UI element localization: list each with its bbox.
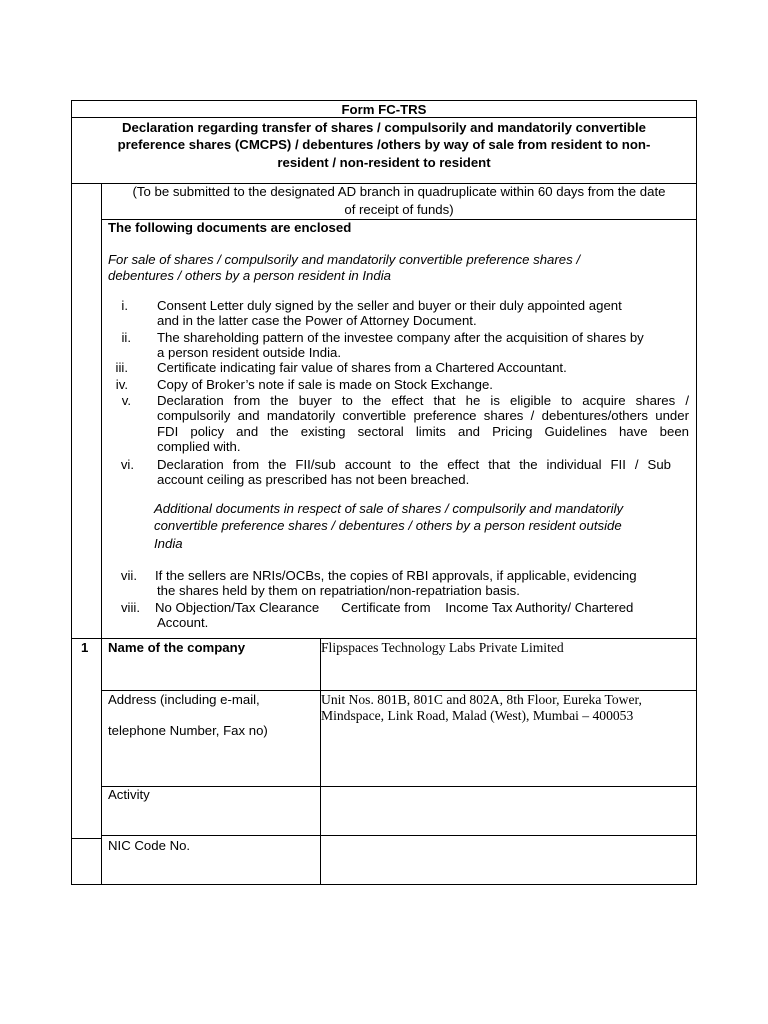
item-line: Declaration from the FII/sub account to the effect that the individual FII / Sub [157, 457, 671, 472]
item-line: and in the latter case the Power of Attorney Document. [157, 313, 477, 328]
documents-heading: The following documents are enclosed [108, 220, 352, 235]
form-heading-3: resident / non-resident to resident [277, 155, 491, 170]
item-line: The shareholding pattern of the investee company after the acquisition of shares by [157, 330, 644, 345]
address-value-1[interactable]: Unit Nos. 801B, 801C and 802A, 8th Floor, Eureka Tower, [321, 692, 642, 707]
item-line: If the sellers are NRIs/OCBs, the copies of RBI approvals, if applicable, evidencing [155, 568, 637, 583]
rule-company [101, 690, 697, 691]
activity-value[interactable] [321, 787, 691, 831]
item-line: Declaration from the buyer to the effect that he is eligible to acquire shares / [157, 393, 689, 408]
nic-code-label: NIC Code No. [108, 838, 191, 853]
address-value-2[interactable]: Mindspace, Link Road, Malad (West), Mumbai – 400053 [321, 708, 634, 723]
item-number: vi. [120, 457, 134, 472]
item-line: Account. [157, 615, 209, 630]
item-number: ii. [121, 330, 131, 345]
item-number: viii. [120, 600, 140, 615]
address-label-1: Address (including e-mail, [108, 692, 260, 707]
item-line: the shares held by them on repatriation/non-repatriation basis. [157, 583, 520, 598]
item-number: v. [121, 393, 131, 408]
section-number: 1 [81, 640, 89, 655]
address-label-2: telephone Number, Fax no) [108, 723, 268, 738]
additional-heading-2: convertible preference shares / debentures / others by a person resident outside [154, 518, 622, 533]
item-line: Certificate indicating fair value of shares from a Chartered Accountant. [157, 360, 567, 375]
item-number: i. [121, 298, 128, 313]
submission-note-1: (To be submitted to the designated AD branch in quadruplicate within 60 days from the date [132, 184, 666, 199]
item-line: Consent Letter duly signed by the seller and buyer or their duly appointed agent [157, 298, 622, 313]
form-heading-1: Declaration regarding transfer of shares / compulsorily and mandatorily convertible [122, 120, 646, 135]
item-line: Copy of Broker’s note if sale is made on Stock Exchange. [157, 377, 493, 392]
item-line: a person resident outside India. [157, 345, 342, 360]
item-number: iv. [115, 377, 128, 392]
item-line: complied with. [157, 439, 241, 454]
item-line: account ceiling as prescribed has not been breached. [157, 472, 470, 487]
item-number: iii. [115, 360, 128, 375]
col-left [101, 183, 102, 884]
submission-note-2: of receipt of funds) [344, 202, 454, 217]
item-line: compulsorily and mandatorily convertible preference shares / debentures/others under [157, 408, 689, 423]
documents-subheading-1: For sale of shares / compulsorily and mandatorily convertible preference shares / [108, 252, 581, 267]
additional-heading-1: Additional documents in respect of sale of shares / compulsorily and mandatorily [154, 501, 624, 516]
rule-activity [101, 835, 697, 836]
activity-label: Activity [108, 787, 150, 802]
form-title: Form FC-TRS [341, 102, 427, 117]
rule-documents [71, 638, 697, 639]
rule-activity-extra [71, 838, 101, 839]
nic-code-value[interactable] [321, 838, 691, 882]
item-line: No Objection/Tax Clearance Certificate from Income Tax Authority/ Chartered [155, 600, 634, 615]
documents-subheading-2: debentures / others by a person resident in India [108, 268, 391, 283]
company-name-value[interactable]: Flipspaces Technology Labs Private Limited [321, 640, 564, 655]
item-number: vii. [120, 568, 137, 583]
form-frame [71, 100, 697, 885]
form-heading-2: preference shares (CMCPS) / debentures /others by way of sale from resident to non- [117, 137, 651, 152]
additional-heading-3: India [154, 536, 183, 551]
company-name-label: Name of the company [108, 640, 246, 655]
item-line: FDI policy and the existing sectoral limits and Pricing Guidelines have been [157, 424, 689, 439]
